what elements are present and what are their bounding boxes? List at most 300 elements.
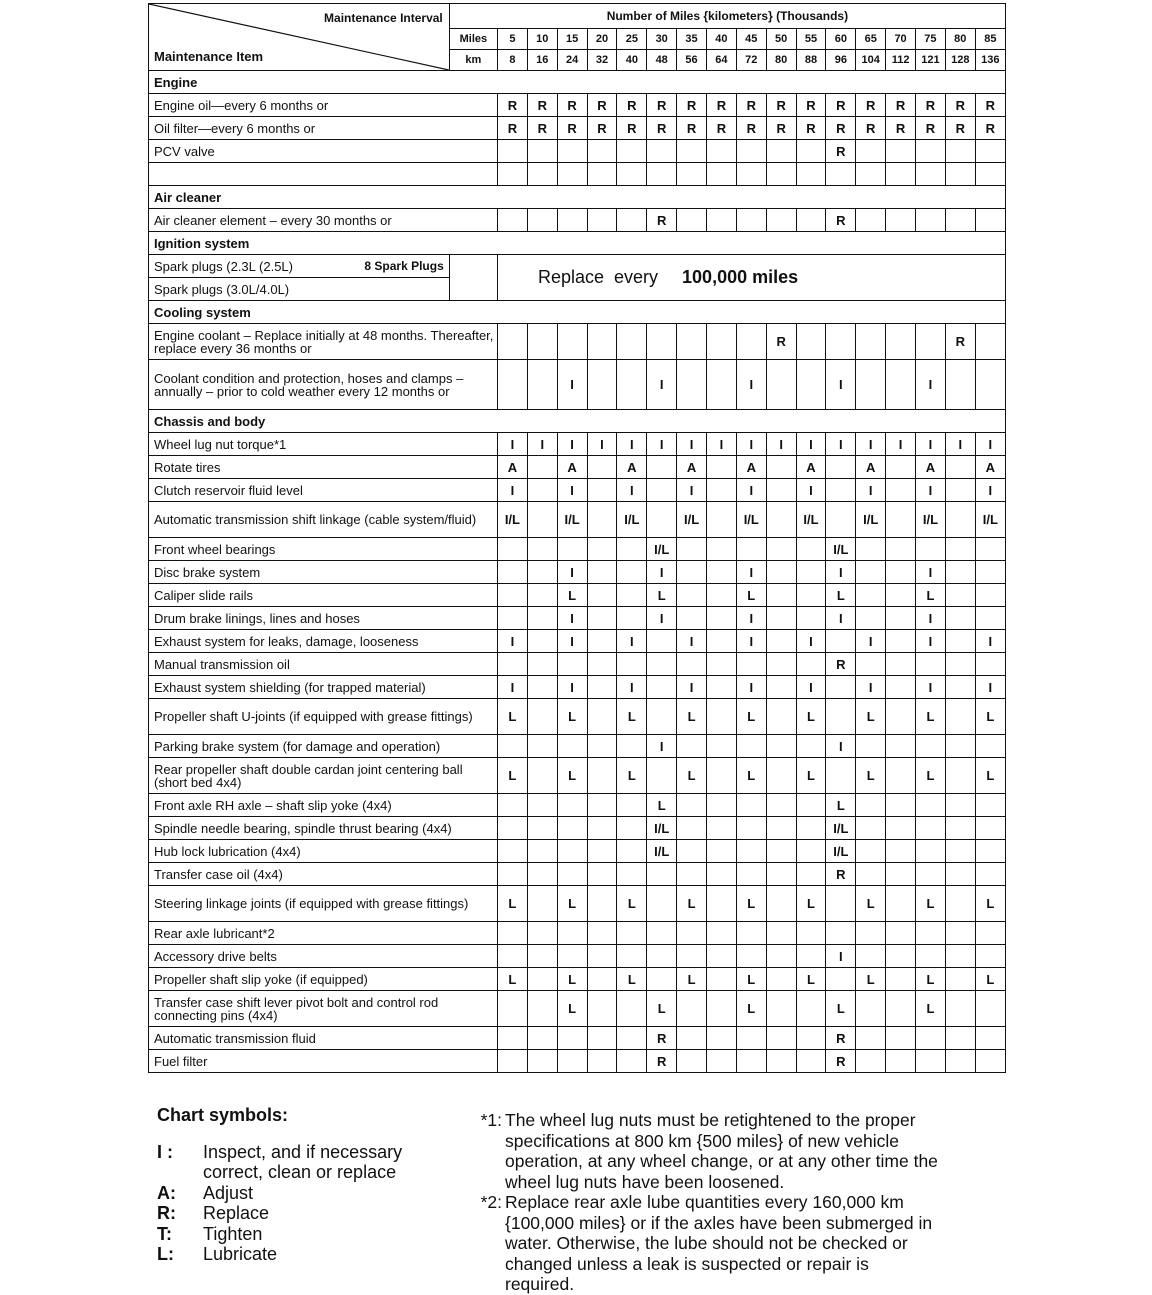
interval-cell: R	[856, 117, 886, 140]
km-unit-label: km	[449, 50, 497, 71]
interval-cell	[527, 653, 557, 676]
interval-cell	[856, 1027, 886, 1050]
interval-cell	[796, 945, 826, 968]
interval-cell	[796, 607, 826, 630]
miles-col-20: 20	[587, 29, 617, 50]
interval-cell	[945, 538, 975, 561]
interval-cell: R	[945, 117, 975, 140]
interval-cell: I	[647, 433, 677, 456]
interval-cell	[736, 163, 766, 186]
interval-cell	[647, 456, 677, 479]
interval-cell	[677, 840, 707, 863]
interval-cell	[557, 735, 587, 758]
interval-cell: L	[677, 886, 707, 922]
interval-cell: R	[826, 1050, 856, 1073]
interval-cell	[617, 163, 647, 186]
interval-cell	[736, 653, 766, 676]
interval-cell	[886, 607, 916, 630]
interval-cell	[886, 991, 916, 1027]
interval-cell	[886, 561, 916, 584]
interval-cell	[647, 886, 677, 922]
spark-plugs-row-1	[149, 255, 450, 278]
interval-cell	[617, 1027, 647, 1050]
interval-cell: I	[557, 561, 587, 584]
interval-cell: R	[587, 94, 617, 117]
interval-cell: I	[706, 433, 736, 456]
miles-col-70: 70	[886, 29, 916, 50]
interval-cell	[826, 699, 856, 735]
interval-cell	[587, 758, 617, 794]
spark-gap-cell	[449, 255, 497, 278]
interval-cell	[497, 561, 527, 584]
interval-cell	[557, 1050, 587, 1073]
maintenance-item-label: Exhaust system shielding (for trapped material)	[149, 676, 498, 699]
interval-cell	[617, 817, 647, 840]
section-heading: Ignition system	[149, 232, 1006, 255]
interval-cell: I	[916, 630, 946, 653]
interval-cell	[587, 840, 617, 863]
interval-cell	[617, 863, 647, 886]
footnote-text: The wheel lug nuts must be retightened to the proper specifications at 800 km {500 miles} of new vehicle operation, at any wheel change, or at any other time the wheel lug nuts have been loosened.	[505, 1110, 938, 1192]
interval-cell	[706, 653, 736, 676]
interval-cell	[856, 922, 886, 945]
interval-cell	[886, 163, 916, 186]
interval-cell	[945, 456, 975, 479]
interval-cell: I	[736, 561, 766, 584]
km-col-136: 136	[975, 50, 1005, 71]
interval-cell	[497, 538, 527, 561]
interval-cell: L	[736, 968, 766, 991]
interval-cell: R	[736, 94, 766, 117]
interval-cell	[706, 758, 736, 794]
interval-cell: R	[916, 94, 946, 117]
interval-cell: I	[736, 630, 766, 653]
interval-cell	[647, 945, 677, 968]
maintenance-item-label: Automatic transmission shift linkage (cable system/fluid)	[149, 502, 498, 538]
interval-cell: I	[796, 630, 826, 653]
maintenance-item-label: Drum brake linings, lines and hoses	[149, 607, 498, 630]
interval-cell	[945, 163, 975, 186]
interval-cell: L	[497, 968, 527, 991]
interval-cell	[527, 794, 557, 817]
interval-cell	[617, 991, 647, 1027]
interval-cell: I	[826, 945, 856, 968]
interval-cell	[557, 209, 587, 232]
interval-cell	[587, 630, 617, 653]
interval-cell: L	[975, 886, 1005, 922]
interval-cell	[766, 863, 796, 886]
interval-cell: A	[497, 456, 527, 479]
interval-cell: I	[826, 561, 856, 584]
interval-cell: L	[647, 584, 677, 607]
interval-cell	[677, 209, 707, 232]
interval-cell	[587, 584, 617, 607]
interval-cell: I/L	[557, 502, 587, 538]
interval-cell: L	[557, 758, 587, 794]
interval-cell	[706, 479, 736, 502]
interval-cell	[617, 538, 647, 561]
interval-cell: I	[557, 360, 587, 410]
interval-cell	[677, 584, 707, 607]
interval-cell	[736, 538, 766, 561]
interval-cell	[587, 1027, 617, 1050]
interval-cell: I	[497, 630, 527, 653]
interval-cell	[587, 324, 617, 360]
interval-cell: R	[677, 117, 707, 140]
interval-cell	[647, 863, 677, 886]
interval-cell	[766, 922, 796, 945]
interval-cell	[886, 209, 916, 232]
interval-cell	[856, 863, 886, 886]
interval-cell	[647, 140, 677, 163]
interval-cell: R	[557, 117, 587, 140]
interval-cell: I	[736, 607, 766, 630]
interval-cell	[527, 922, 557, 945]
interval-cell	[587, 653, 617, 676]
interval-cell: R	[916, 117, 946, 140]
interval-cell	[766, 140, 796, 163]
interval-cell	[886, 479, 916, 502]
interval-cell	[497, 140, 527, 163]
interval-cell	[706, 817, 736, 840]
interval-cell	[766, 209, 796, 232]
interval-cell	[826, 886, 856, 922]
interval-cell	[677, 794, 707, 817]
interval-cell	[617, 794, 647, 817]
interval-cell: I/L	[647, 817, 677, 840]
interval-cell: I/L	[617, 502, 647, 538]
interval-cell	[886, 630, 916, 653]
interval-cell	[796, 163, 826, 186]
interval-cell: L	[856, 758, 886, 794]
interval-cell: R	[826, 209, 856, 232]
miles-col-15: 15	[557, 29, 587, 50]
interval-cell	[617, 653, 647, 676]
interval-cell	[677, 538, 707, 561]
interval-cell	[886, 817, 916, 840]
legend-description: Lubricate	[203, 1244, 278, 1264]
maintenance-item-label: Steering linkage joints (if equipped with grease fittings)	[149, 886, 498, 922]
interval-cell	[587, 991, 617, 1027]
interval-cell: L	[736, 758, 766, 794]
interval-cell	[706, 1050, 736, 1073]
interval-cell	[886, 863, 916, 886]
interval-cell	[826, 324, 856, 360]
interval-cell	[497, 922, 527, 945]
interval-cell	[766, 584, 796, 607]
interval-cell	[736, 863, 766, 886]
interval-cell	[886, 324, 916, 360]
interval-cell	[527, 676, 557, 699]
interval-cell: L	[975, 968, 1005, 991]
interval-cell	[497, 607, 527, 630]
interval-cell	[647, 653, 677, 676]
interval-cell: R	[945, 94, 975, 117]
interval-cell: I	[497, 433, 527, 456]
interval-cell	[826, 163, 856, 186]
interval-cell	[497, 817, 527, 840]
interval-cell	[856, 735, 886, 758]
interval-cell	[617, 945, 647, 968]
interval-cell	[945, 653, 975, 676]
interval-cell: L	[975, 699, 1005, 735]
miles-col-30: 30	[647, 29, 677, 50]
interval-cell	[856, 538, 886, 561]
interval-cell	[766, 817, 796, 840]
interval-cell	[916, 209, 946, 232]
interval-cell: L	[856, 968, 886, 991]
interval-cell: R	[736, 117, 766, 140]
replace-word: Replace	[537, 267, 605, 287]
interval-cell	[497, 1027, 527, 1050]
interval-cell	[617, 1050, 647, 1073]
interval-cell	[975, 584, 1005, 607]
interval-cell	[826, 968, 856, 991]
interval-cell	[766, 1027, 796, 1050]
legend-symbol: R:	[157, 1203, 176, 1223]
interval-cell	[975, 840, 1005, 863]
interval-cell	[587, 1050, 617, 1073]
interval-cell: I	[497, 676, 527, 699]
interval-cell: I	[886, 433, 916, 456]
interval-cell: L	[677, 699, 707, 735]
section-heading: Air cleaner	[149, 186, 1006, 209]
maintenance-item-label: Manual transmission oil	[149, 653, 498, 676]
interval-cell	[497, 735, 527, 758]
interval-cell	[677, 863, 707, 886]
interval-cell: R	[706, 117, 736, 140]
interval-cell	[527, 209, 557, 232]
interval-cell	[886, 538, 916, 561]
interval-cell	[766, 945, 796, 968]
interval-cell	[856, 209, 886, 232]
interval-cell: I	[916, 433, 946, 456]
interval-cell: L	[916, 758, 946, 794]
interval-cell: L	[856, 699, 886, 735]
legend-entry	[157, 1224, 463, 1245]
interval-cell	[617, 561, 647, 584]
interval-cell: R	[886, 117, 916, 140]
legend-symbol: I :	[157, 1141, 173, 1162]
interval-cell	[647, 479, 677, 502]
interval-cell	[856, 945, 886, 968]
miles-col-85: 85	[975, 29, 1005, 50]
interval-cell: R	[826, 1027, 856, 1050]
interval-cell: I	[916, 561, 946, 584]
interval-cell: R	[886, 94, 916, 117]
maintenance-schedule-table	[148, 3, 1006, 1073]
interval-cell	[587, 140, 617, 163]
interval-cell: R	[527, 117, 557, 140]
interval-cell	[527, 140, 557, 163]
interval-cell	[736, 922, 766, 945]
interval-cell	[557, 922, 587, 945]
interval-cell: I	[617, 433, 647, 456]
maintenance-item-label: Hub lock lubrication (4x4)	[149, 840, 498, 863]
interval-cell	[497, 794, 527, 817]
interval-cell	[527, 502, 557, 538]
interval-cell: L	[647, 794, 677, 817]
interval-cell	[617, 360, 647, 410]
interval-cell	[527, 607, 557, 630]
interval-cell	[736, 794, 766, 817]
interval-cell	[975, 360, 1005, 410]
legend-title: Chart symbols:	[157, 1105, 289, 1125]
interval-cell	[886, 699, 916, 735]
interval-cell: I	[497, 479, 527, 502]
interval-cell	[706, 735, 736, 758]
interval-cell	[916, 1027, 946, 1050]
interval-cell: R	[587, 117, 617, 140]
interval-cell	[886, 676, 916, 699]
interval-cell	[587, 735, 617, 758]
interval-cell	[527, 735, 557, 758]
interval-cell	[856, 794, 886, 817]
interval-cell	[945, 945, 975, 968]
interval-cell: I	[677, 433, 707, 456]
interval-cell: L	[617, 758, 647, 794]
interval-cell	[975, 991, 1005, 1027]
interval-cell	[916, 140, 946, 163]
interval-cell	[766, 538, 796, 561]
interval-cell	[796, 360, 826, 410]
interval-cell: I	[975, 676, 1005, 699]
interval-cell: L	[916, 699, 946, 735]
section-heading: Cooling system	[149, 301, 1006, 324]
interval-cell	[945, 1050, 975, 1073]
interval-cell	[706, 360, 736, 410]
interval-cell	[766, 840, 796, 863]
interval-cell	[916, 653, 946, 676]
interval-cell	[975, 324, 1005, 360]
interval-cell	[886, 1050, 916, 1073]
interval-cell	[886, 794, 916, 817]
interval-cell: L	[497, 886, 527, 922]
interval-cell: I	[975, 630, 1005, 653]
miles-col-65: 65	[856, 29, 886, 50]
interval-cell	[557, 794, 587, 817]
miles-col-5: 5	[497, 29, 527, 50]
interval-cell	[826, 676, 856, 699]
interval-cell: A	[916, 456, 946, 479]
interval-cell	[587, 502, 617, 538]
interval-cell: I	[826, 433, 856, 456]
interval-cell	[706, 561, 736, 584]
interval-cell: R	[856, 94, 886, 117]
interval-cell	[706, 163, 736, 186]
interval-cell: L	[557, 699, 587, 735]
miles-header: Number of Miles {kilometers} (Thousands)	[449, 4, 1005, 29]
interval-cell: L	[916, 886, 946, 922]
interval-cell	[497, 324, 527, 360]
section-heading: Chassis and body	[149, 410, 1006, 433]
interval-cell	[766, 630, 796, 653]
km-col-128: 128	[945, 50, 975, 71]
interval-cell: I	[527, 433, 557, 456]
km-col-72: 72	[736, 50, 766, 71]
interval-cell	[796, 840, 826, 863]
interval-cell	[975, 163, 1005, 186]
interval-cell	[945, 502, 975, 538]
km-col-8: 8	[497, 50, 527, 71]
interval-cell	[945, 561, 975, 584]
interval-cell	[587, 886, 617, 922]
interval-cell	[916, 735, 946, 758]
footnote-mark: *1:	[480, 1110, 502, 1130]
interval-cell	[587, 360, 617, 410]
interval-cell	[916, 538, 946, 561]
interval-cell: I	[617, 630, 647, 653]
miles-col-60: 60	[826, 29, 856, 50]
interval-cell	[975, 1050, 1005, 1073]
interval-cell	[916, 324, 946, 360]
interval-cell: I	[975, 479, 1005, 502]
interval-cell	[945, 840, 975, 863]
legend-symbol: T:	[157, 1223, 172, 1244]
interval-cell: I/L	[856, 502, 886, 538]
km-col-88: 88	[796, 50, 826, 71]
interval-cell	[945, 968, 975, 991]
interval-cell	[706, 794, 736, 817]
interval-cell: L	[975, 758, 1005, 794]
interval-cell: R	[647, 94, 677, 117]
interval-cell	[587, 863, 617, 886]
interval-cell	[796, 863, 826, 886]
interval-cell	[706, 209, 736, 232]
interval-cell: I	[856, 676, 886, 699]
interval-cell: I/L	[796, 502, 826, 538]
interval-cell	[886, 922, 916, 945]
maintenance-item-label: Rear axle lubricant*2	[149, 922, 498, 945]
interval-cell	[796, 922, 826, 945]
interval-cell	[945, 735, 975, 758]
interval-cell: A	[856, 456, 886, 479]
interval-cell	[527, 163, 557, 186]
interval-cell: L	[826, 794, 856, 817]
maintenance-item-label: Oil filter—every 6 months or	[149, 117, 498, 140]
interval-cell	[886, 758, 916, 794]
interval-cell	[677, 1027, 707, 1050]
maintenance-item-label: Exhaust system for leaks, damage, looseness	[149, 630, 498, 653]
interval-cell	[945, 794, 975, 817]
interval-cell	[886, 968, 916, 991]
interval-cell	[527, 699, 557, 735]
interval-cell	[886, 840, 916, 863]
interval-cell	[796, 817, 826, 840]
maintenance-item-label: Transfer case shift lever pivot bolt and control rod connecting pins (4x4)	[149, 991, 498, 1027]
interval-cell	[796, 561, 826, 584]
interval-cell	[916, 1050, 946, 1073]
maintenance-item-label: Transfer case oil (4x4)	[149, 863, 498, 886]
interval-cell	[796, 584, 826, 607]
interval-cell	[587, 163, 617, 186]
interval-cell	[945, 991, 975, 1027]
interval-cell	[796, 735, 826, 758]
maintenance-item-label: Rotate tires	[149, 456, 498, 479]
interval-cell: I	[796, 479, 826, 502]
interval-cell	[886, 140, 916, 163]
interval-cell: R	[497, 117, 527, 140]
interval-cell	[497, 653, 527, 676]
maintenance-item-label: Engine coolant – Replace initially at 48 months. Thereafter, replace every 36 months or	[149, 324, 498, 360]
interval-cell	[677, 324, 707, 360]
interval-cell	[527, 840, 557, 863]
interval-cell	[587, 945, 617, 968]
spark-plugs-row-2: Spark plugs (3.0L/4.0L)	[149, 278, 450, 301]
interval-cell: I	[945, 433, 975, 456]
interval-cell: R	[617, 94, 647, 117]
interval-cell	[945, 630, 975, 653]
